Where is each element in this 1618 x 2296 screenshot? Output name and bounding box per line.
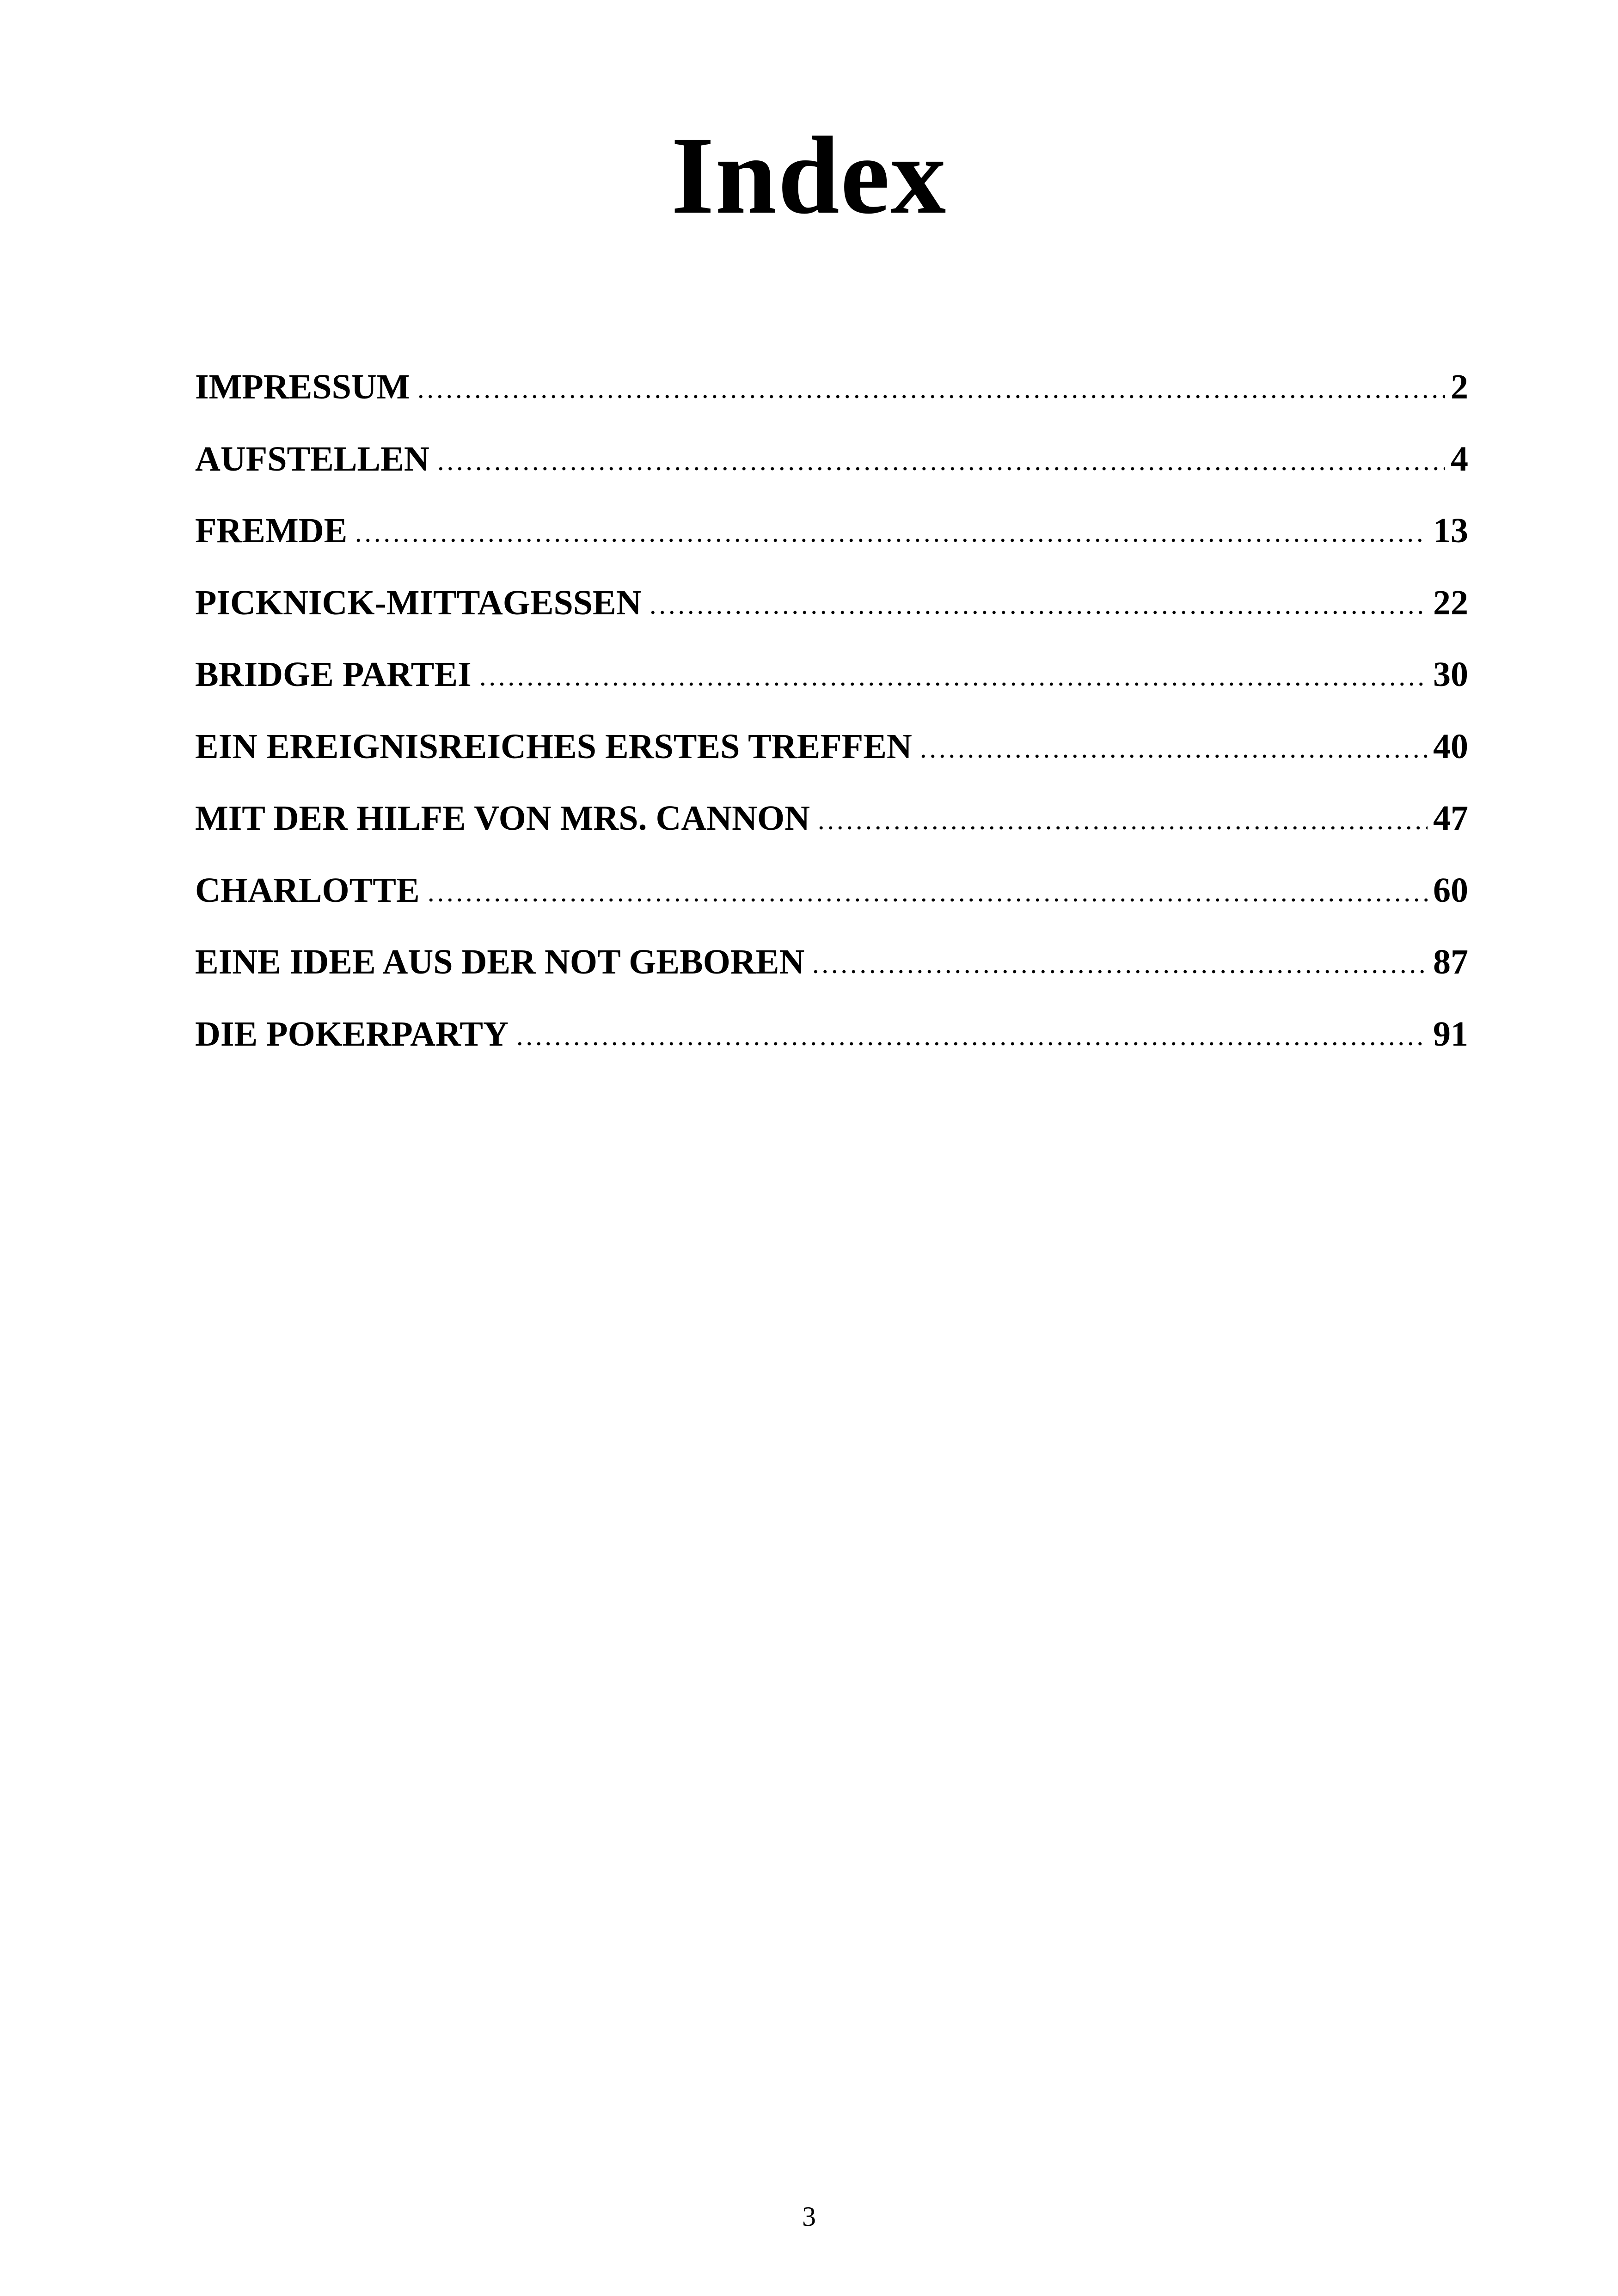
toc-entry-title: BRIDGE PARTEI bbox=[195, 655, 472, 694]
table-of-contents bbox=[195, 351, 1468, 1070]
toc-entry-page-number: 2 bbox=[1451, 367, 1468, 406]
toc-entry bbox=[195, 783, 1468, 855]
toc-entry-title: PICKNICK-MITTAGESSEN bbox=[195, 583, 642, 622]
toc-entry-title: IMPRESSUM bbox=[195, 367, 410, 406]
toc-entry bbox=[195, 855, 1468, 927]
toc-entry-title: EIN EREIGNISREICHES ERSTES TREFFEN bbox=[195, 727, 912, 766]
toc-entry-title: CHARLOTTE bbox=[195, 870, 420, 910]
page-title: Index bbox=[671, 114, 947, 237]
toc-entry-page-number: 30 bbox=[1433, 655, 1468, 694]
toc-entry bbox=[195, 567, 1468, 639]
toc-entry-page-number: 60 bbox=[1433, 870, 1468, 910]
dot-leader bbox=[416, 395, 1445, 398]
toc-entry-title: EINE IDEE AUS DER NOT GEBOREN bbox=[195, 943, 805, 981]
toc-entry bbox=[195, 998, 1468, 1071]
toc-entry-page-number: 47 bbox=[1433, 799, 1468, 838]
toc-entry-page-number: 91 bbox=[1433, 1014, 1468, 1053]
toc-entry-title: FREMDE bbox=[195, 511, 348, 550]
toc-entry bbox=[195, 423, 1468, 496]
toc-entry-page-number: 4 bbox=[1451, 439, 1468, 478]
toc-entry bbox=[195, 926, 1468, 998]
toc-entry bbox=[195, 351, 1468, 423]
dot-leader bbox=[515, 1042, 1428, 1046]
dot-leader bbox=[919, 754, 1428, 758]
dot-leader bbox=[354, 539, 1428, 542]
toc-entry bbox=[195, 639, 1468, 711]
dot-leader bbox=[811, 970, 1428, 974]
toc-entry-page-number: 22 bbox=[1433, 583, 1468, 622]
dot-leader bbox=[648, 611, 1428, 614]
toc-entry-page-number: 40 bbox=[1433, 727, 1468, 766]
dot-leader bbox=[478, 682, 1428, 686]
dot-leader bbox=[436, 467, 1445, 471]
toc-entry bbox=[195, 711, 1468, 783]
dot-leader bbox=[426, 898, 1428, 902]
page-number: 3 bbox=[802, 2201, 816, 2232]
dot-leader bbox=[816, 826, 1428, 830]
toc-entry-title: DIE POKERPARTY bbox=[195, 1014, 509, 1053]
toc-entry-title: MIT DER HILFE VON MRS. CANNON bbox=[195, 799, 810, 838]
toc-entry-page-number: 87 bbox=[1433, 943, 1468, 981]
toc-entry bbox=[195, 495, 1468, 567]
toc-entry-page-number: 13 bbox=[1433, 511, 1468, 550]
toc-entry-title: AUFSTELLEN bbox=[195, 439, 429, 478]
